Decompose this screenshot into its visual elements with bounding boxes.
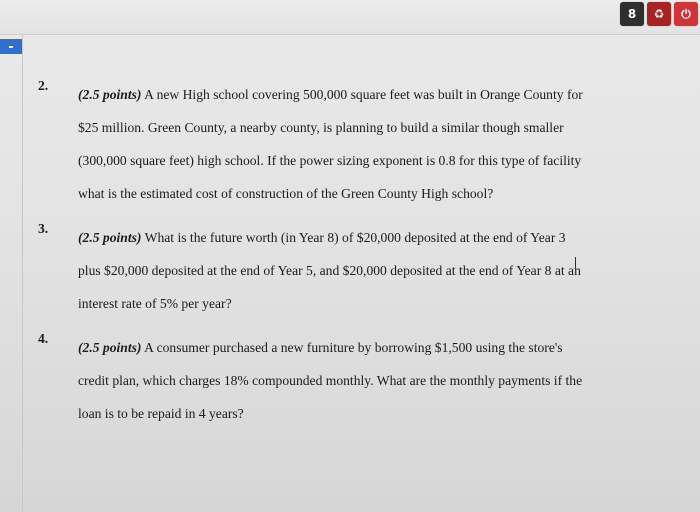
- question-line: $25 million. Green County, a nearby county, is planning to build a similar though smaller: [78, 120, 564, 135]
- question-text: What is the future worth (in Year 8) of $20,000 deposited at the end of Year 3: [144, 230, 566, 245]
- question-number: 4.: [38, 331, 49, 346]
- power-icon[interactable]: ⏻: [674, 2, 698, 26]
- question-line: interest rate of 5% per year?: [78, 296, 232, 311]
- question-number: 3.: [38, 221, 49, 236]
- recycle-icon[interactable]: ♻: [647, 2, 671, 26]
- question-line: [78, 78, 688, 111]
- dash-icon: [9, 46, 13, 48]
- question-line: loan is to be repaid in 4 years?: [78, 406, 244, 421]
- top-band: [0, 0, 700, 35]
- question-text: plus $20,000 deposited at the end of Year 5, and $20,000 deposited at the end of Year 8 at an: [78, 263, 581, 278]
- question-line: what is the estimated cost of construction of the Green County High school?: [78, 186, 494, 201]
- question-text: A new High school covering 500,000 square feet was built in Orange County for: [144, 87, 583, 102]
- question-3: [38, 221, 688, 320]
- question-points: (2.5 points): [78, 87, 142, 102]
- question-line: (300,000 square feet) high school. If the power sizing exponent is 0.8 for this type of facility: [78, 153, 582, 168]
- question-2: [38, 78, 688, 210]
- question-line: [78, 221, 688, 254]
- toolbar: [620, 2, 698, 28]
- left-border: [22, 35, 23, 512]
- left-panel-tab[interactable]: [0, 39, 22, 54]
- question-number: 2.: [38, 78, 49, 93]
- document-content: [38, 78, 688, 430]
- question-line: credit plan, which charges 18% compounded monthly. What are the monthly payments if the: [78, 373, 583, 388]
- question-line: [78, 331, 688, 364]
- question-line: [78, 254, 688, 287]
- badge-icon[interactable]: 8: [620, 2, 644, 26]
- question-text: A consumer purchased a new furniture by borrowing $1,500 using the store's: [144, 340, 563, 355]
- question-points: (2.5 points): [78, 230, 142, 245]
- question-points: (2.5 points): [78, 340, 142, 355]
- question-4: [38, 331, 688, 430]
